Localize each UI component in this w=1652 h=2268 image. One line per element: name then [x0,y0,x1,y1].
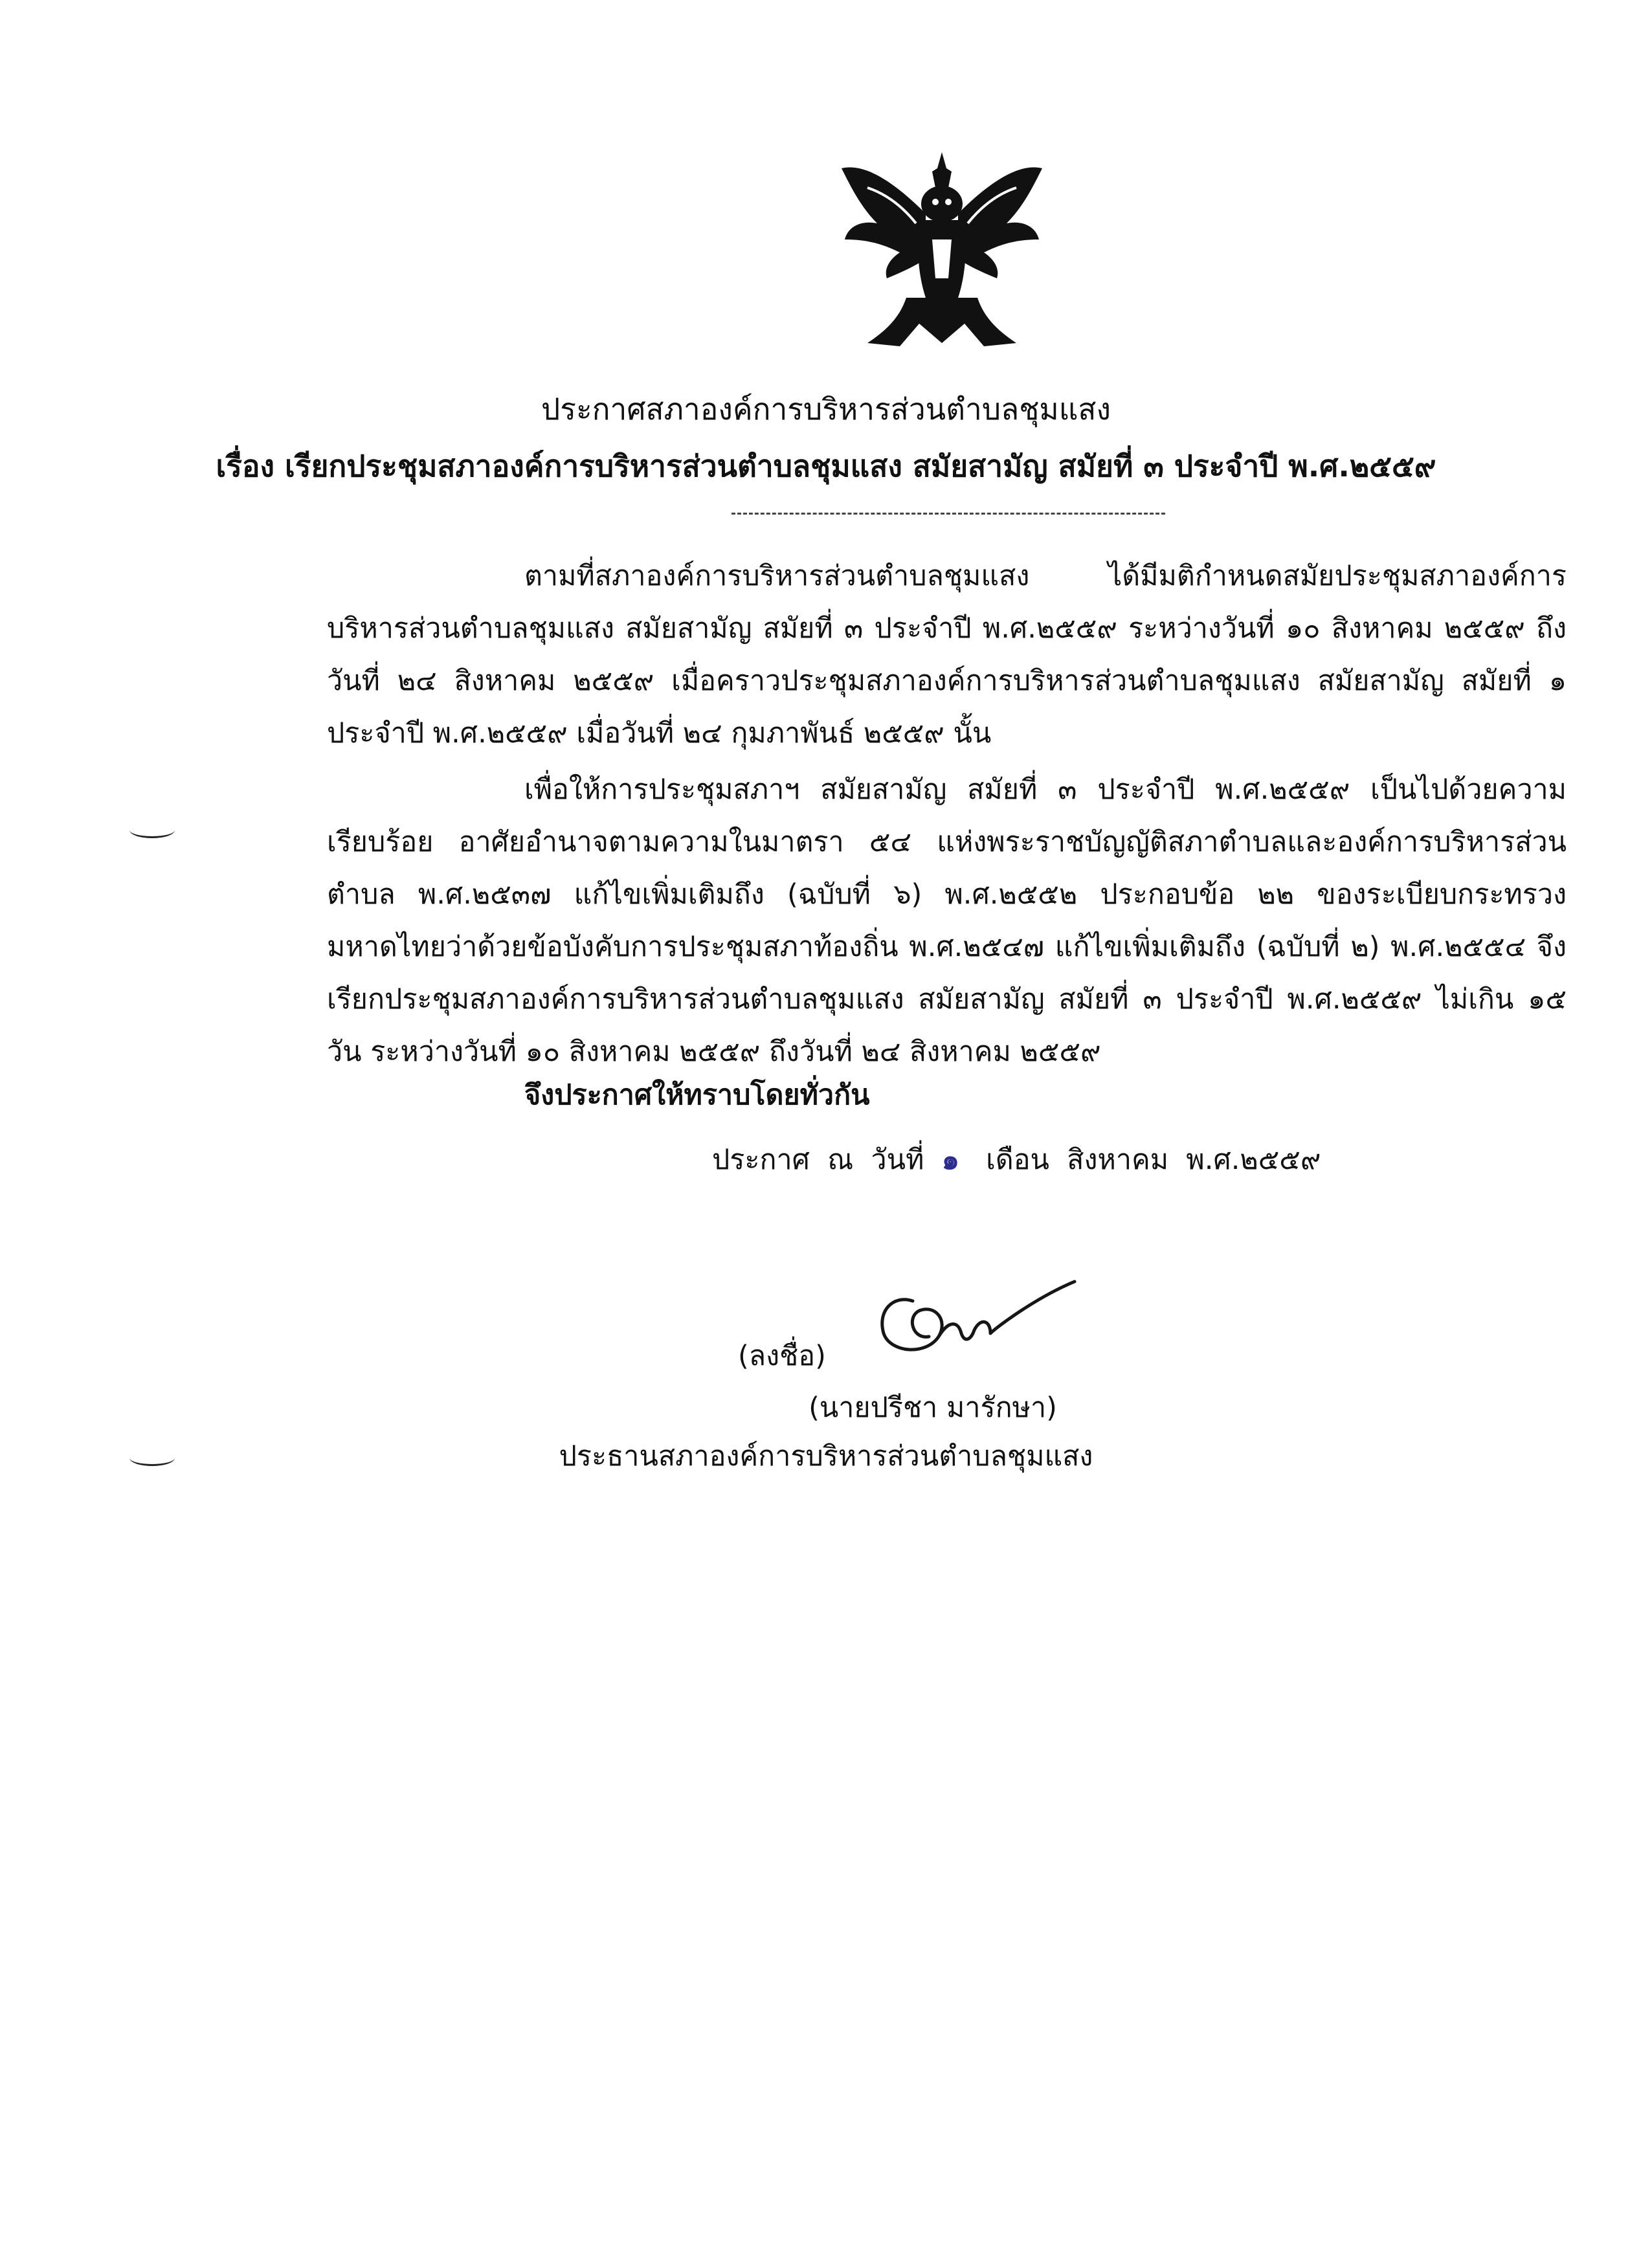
garuda-emblem-icon [829,149,1055,362]
date-prefix: ประกาศ ณ วันที่ [712,1144,924,1176]
announcement-subject: เรื่อง เรียกประชุมสภาองค์การบริหารส่วนตำบลชุมแสง สมัยสามัญ สมัยที่ ๓ ประจำปี พ.ศ.๒๕๕๙ [216,449,1436,484]
signatory-name: (นายปรีชา มารักษา) [809,1392,1057,1424]
signatory-position: ประธานสภาองค์การบริหารส่วนตำบลชุมแสง [559,1440,1093,1473]
body-paragraph-1: ตามที่สภาองค์การบริหารส่วนตำบลชุมแสง ได้มีมติกำหนดสมัยประชุมสภาองค์การบริหารส่วนตำบลชุมแสง สมัยสามัญ สมัยที่ ๓ ประจำปี พ.ศ.๒๕๕๙ ระหว่างวันที่ ๑๐ สิงหาคม ๒๕๕๙ ถึงวันที่ ๒๔ สิงหาคม ๒๕๕๙ เมื่อคราวประชุมสภาองค์การบริหารส่วนตำบลชุมแสง สมัยสามัญ สมัยที่ ๑ ประจำปี พ.ศ.๒๕๕๙ เมื่อวันที่ ๒๔ กุมภาพันธ์ ๒๕๕๙ นั้น [327,560,1567,750]
scan-mark [129,822,175,838]
signature-label: (ลงชื่อ) [738,1340,826,1372]
date-suffix: เดือน สิงหาคม พ.ศ.๒๕๕๙ [986,1144,1321,1176]
title-divider [731,513,1165,515]
announcement-title: ประกาศสภาองค์การบริหารส่วนตำบลชุมแสง [541,392,1111,427]
date-day: ๑ [941,1144,960,1176]
body-paragraph-2: เพื่อให้การประชุมสภาฯ สมัยสามัญ สมัยที่ ๓ ประจำปี พ.ศ.๒๕๕๙ เป็นไปด้วยความเรียบร้อย อาศัยอำนาจตามความในมาตรา ๕๔ แห่งพระราชบัญญัติสภาตำบลและองค์การบริหารส่วนตำบล พ.ศ.๒๕๓๗ แก้ไขเพิ่มเติมถึง (ฉบับที่ ๖) พ.ศ.๒๕๕๒ ประกอบข้อ ๒๒ ของระเบียบกระทรวงมหาดไทยว่าด้วยข้อบังคับการประชุมสภาท้องถิ่น พ.ศ.๒๕๔๗ แก้ไขเพิ่มเติมถึง (ฉบับที่ ๒) พ.ศ.๒๕๕๔ จึงเรียกประชุมสภาองค์การบริหารส่วนตำบลชุมแสง สมัยสามัญ สมัยที่ ๓ ประจำปี พ.ศ.๒๕๕๙ ไม่เกิน ๑๕ วัน ระหว่างวันที่ ๑๐ สิงหาคม ๒๕๕๙ ถึงวันที่ ๒๔ สิงหาคม ๒๕๕๙ [327,773,1567,1068]
handwritten-signature [867,1275,1081,1372]
announcement-date [712,1137,1321,1183]
scan-mark [129,1450,175,1466]
closing-statement: จึงประกาศให้ทราบโดยทั่วกัน [524,1079,870,1111]
